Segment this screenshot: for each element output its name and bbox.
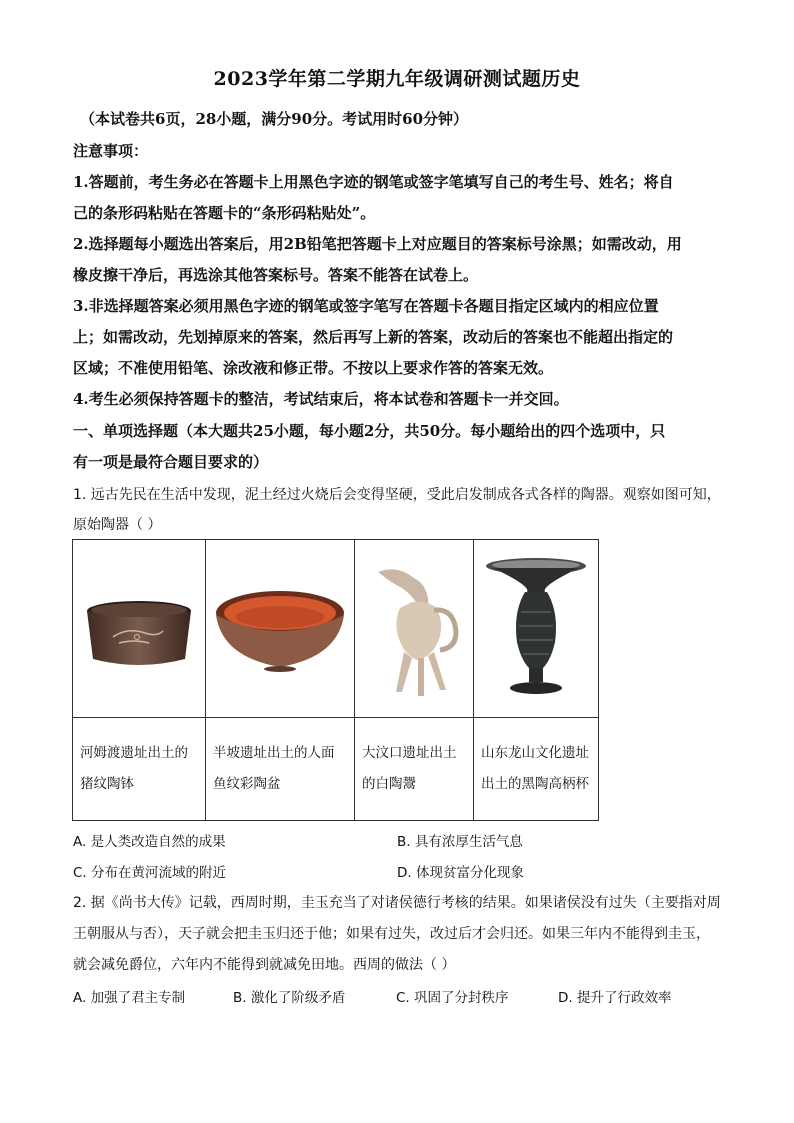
question-2-stem: 2. 据《尚书大传》记载，西周时期，圭玉充当了对诸侯德行考核的结果。如果诸侯没有过失（主要指对周 <box>73 895 721 911</box>
artifact-image-cell <box>355 540 474 718</box>
question-2-stem: 王朝服从与否），天子就会把圭玉归还于他；如果有过失，改过后才会归还。如果三年内不能得到圭玉， <box>73 926 710 942</box>
artifact-image-cell <box>474 540 599 718</box>
pig-pattern-bowl-image <box>79 577 199 677</box>
black-pottery-cup-image <box>481 552 591 702</box>
exam-subtitle: （本试卷共6页，28小题，满分90分。考试用时60分钟） <box>80 110 469 128</box>
notice-line: 3.非选择题答案必须用黑色字迹的钢笔或签字笔写在答题卡各题目指定区域内的相应位置 <box>73 297 659 315</box>
notice-line: 2.选择题每小题选出答案后，用2B铅笔把答题卡上对应题目的答案标号涂黑；如需改动，用 <box>73 235 682 253</box>
notice-heading: 注意事项： <box>73 142 149 160</box>
question-1-option-b[interactable]: B. 具有浓厚生活气息 <box>397 834 523 850</box>
question-2-option-b[interactable]: B. 激化了阶级矛盾 <box>233 990 346 1006</box>
artifact-image-cell <box>206 540 355 718</box>
artifact-image-cell <box>73 540 206 718</box>
notice-line: 橡皮擦干净后，再选涂其他答案标号。答案不能答在试卷上。 <box>73 266 479 284</box>
question-2-stem: 就会减免爵位，六年内不能得到就减免田地。西周的做法（ ） <box>73 957 456 973</box>
question-1-stem: 1. 远古先民在生活中发现，泥土经过火烧后会变得坚硬，受此启发制成各式各样的陶器。观察如图可知， <box>73 487 721 503</box>
section-heading: 一、单项选择题（本大题共25小题，每小题2分，共50分。每小题给出的四个选项中，只 <box>73 422 666 440</box>
question-2-option-c[interactable]: C. 巩固了分封秩序 <box>396 990 509 1006</box>
artifact-caption: 山东龙山文化遗址出土的黑陶高柄杯 <box>474 718 599 821</box>
question-1-option-a[interactable]: A. 是人类改造自然的成果 <box>73 834 226 850</box>
exam-title: 2023学年第二学期九年级调研测试题历史 <box>213 68 581 90</box>
notice-line: 区域；不准使用铅笔、涂改液和修正带。不按以上要求作答的答案无效。 <box>73 359 554 377</box>
artifact-caption: 河姆渡遗址出土的猪纹陶钵 <box>73 718 206 821</box>
notice-line: 上；如需改动，先划掉原来的答案，然后再写上新的答案，改动后的答案也不能超出指定的 <box>73 328 674 346</box>
section-heading: 有一项是最符合题目要求的） <box>73 453 269 471</box>
notice-line: 4.考生必须保持答题卡的整洁，考试结束后，将本试卷和答题卡一并交回。 <box>73 390 569 408</box>
question-1-option-c[interactable]: C. 分布在黄河流域的附近 <box>73 865 227 881</box>
notice-line: 1.答题前，考生务必在答题卡上用黑色字迹的钢笔或签字笔填写自己的考生号、姓名；将自 <box>73 173 674 191</box>
artifact-caption: 大汶口遗址出土的白陶鬶 <box>355 718 474 821</box>
artifact-table <box>72 539 599 821</box>
question-1-stem: 原始陶器（ ） <box>73 517 162 533</box>
question-2-option-a[interactable]: A. 加强了君主专制 <box>73 990 186 1006</box>
notice-line: 己的条形码粘贴在答题卡的“条形码粘贴处”。 <box>73 204 376 222</box>
question-1-option-d[interactable]: D. 体现贫富分化现象 <box>397 865 524 881</box>
artifact-caption: 半坡遗址出土的人面鱼纹彩陶盆 <box>206 718 355 821</box>
painted-basin-image <box>212 577 348 677</box>
white-pottery-gui-image <box>364 552 464 702</box>
question-2-option-d[interactable]: D. 提升了行政效率 <box>558 990 672 1006</box>
